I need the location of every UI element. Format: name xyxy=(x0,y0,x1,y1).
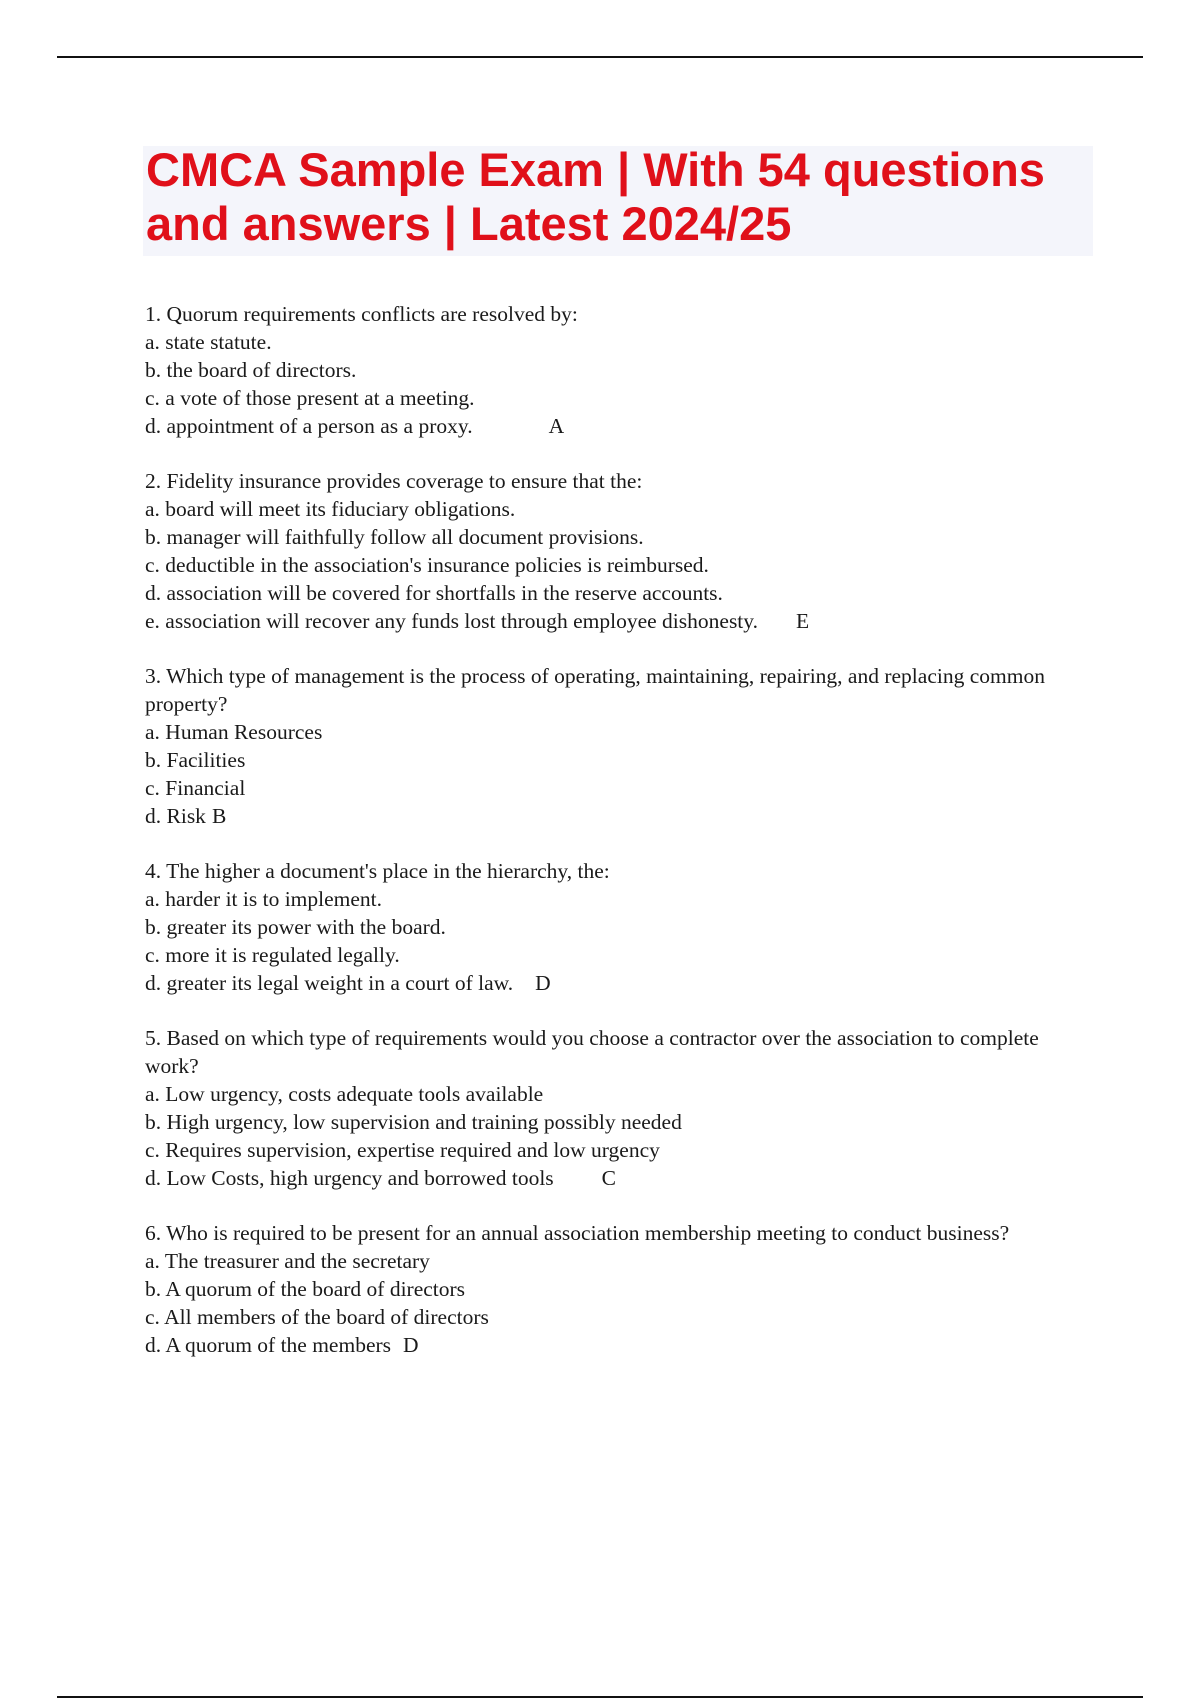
question-text: 4. The higher a document's place in the hierarchy, the: xyxy=(145,859,610,883)
answer-key: C xyxy=(601,1166,617,1190)
question-text: 2. Fidelity insurance provides coverage to ensure that the: xyxy=(145,469,643,493)
option-a: a. board will meet its fiduciary obligations. xyxy=(145,497,516,521)
option-b: b. greater its power with the board. xyxy=(145,915,446,939)
question-text: 1. Quorum requirements conflicts are resolved by: xyxy=(145,302,578,326)
question-list xyxy=(145,300,1075,1386)
option-d: d. appointment of a person as a proxy. xyxy=(145,414,473,438)
option-c: c. deductible in the association's insurance policies is reimbursed. xyxy=(145,553,709,577)
question-3 xyxy=(145,662,1075,830)
answer-key: E xyxy=(796,609,810,633)
option-c: c. All members of the board of directors xyxy=(145,1305,489,1329)
option-c: c. more it is regulated legally. xyxy=(145,943,400,967)
question-text: 6. Who is required to be present for an annual association membership meeting to conduct business? xyxy=(145,1221,1010,1245)
question-text: 3. Which type of management is the process of operating, maintaining, repairing, and replacing common property? xyxy=(145,664,1045,716)
question-6 xyxy=(145,1219,1075,1359)
question-2 xyxy=(145,467,1075,635)
option-a: a. harder it is to implement. xyxy=(145,887,383,911)
option-d-with-answer xyxy=(145,1331,1075,1359)
option-c: c. Requires supervision, expertise required and low urgency xyxy=(145,1138,660,1162)
bottom-rule xyxy=(57,1696,1143,1698)
answer-key: A xyxy=(548,414,565,438)
question-5 xyxy=(145,1024,1075,1192)
answer-key: D xyxy=(403,1333,419,1357)
option-d-with-answer xyxy=(145,412,1075,440)
option-a: a. Low urgency, costs adequate tools available xyxy=(145,1082,544,1106)
option-d: d. greater its legal weight in a court of law. xyxy=(145,971,514,995)
option-e-with-answer xyxy=(145,607,1075,635)
option-d-with-answer xyxy=(145,802,1075,830)
option-c: c. Financial xyxy=(145,776,246,800)
question-text: 5. Based on which type of requirements would you choose a contractor over the association to complete work? xyxy=(145,1026,1039,1078)
option-e: e. association will recover any funds lost through employee dishonesty. xyxy=(145,609,759,633)
document-title: CMCA Sample Exam | With 54 questions and answers | Latest 2024/25 xyxy=(146,143,1045,250)
option-b: b. A quorum of the board of directors xyxy=(145,1277,466,1301)
option-a: a. The treasurer and the secretary xyxy=(145,1249,430,1273)
option-d-with-answer xyxy=(145,1164,1075,1192)
option-d: d. Low Costs, high urgency and borrowed tools xyxy=(145,1166,554,1190)
answer-key: D xyxy=(535,971,551,995)
option-d: d. association will be covered for shortfalls in the reserve accounts. xyxy=(145,581,723,605)
option-d: d. A quorum of the members xyxy=(145,1333,392,1357)
question-4 xyxy=(145,857,1075,997)
option-b: b. Facilities xyxy=(145,748,246,772)
option-b: b. the board of directors. xyxy=(145,358,357,382)
option-b: b. High urgency, low supervision and training possibly needed xyxy=(145,1110,682,1134)
answer-key: B xyxy=(211,804,227,828)
top-rule xyxy=(57,56,1143,58)
option-a: a. state statute. xyxy=(145,330,272,354)
question-1 xyxy=(145,300,1075,440)
option-d: d. Risk xyxy=(145,804,206,828)
option-d-with-answer xyxy=(145,969,1075,997)
option-a: a. Human Resources xyxy=(145,720,323,744)
option-c: c. a vote of those present at a meeting. xyxy=(145,386,475,410)
option-b: b. manager will faithfully follow all document provisions. xyxy=(145,525,644,549)
